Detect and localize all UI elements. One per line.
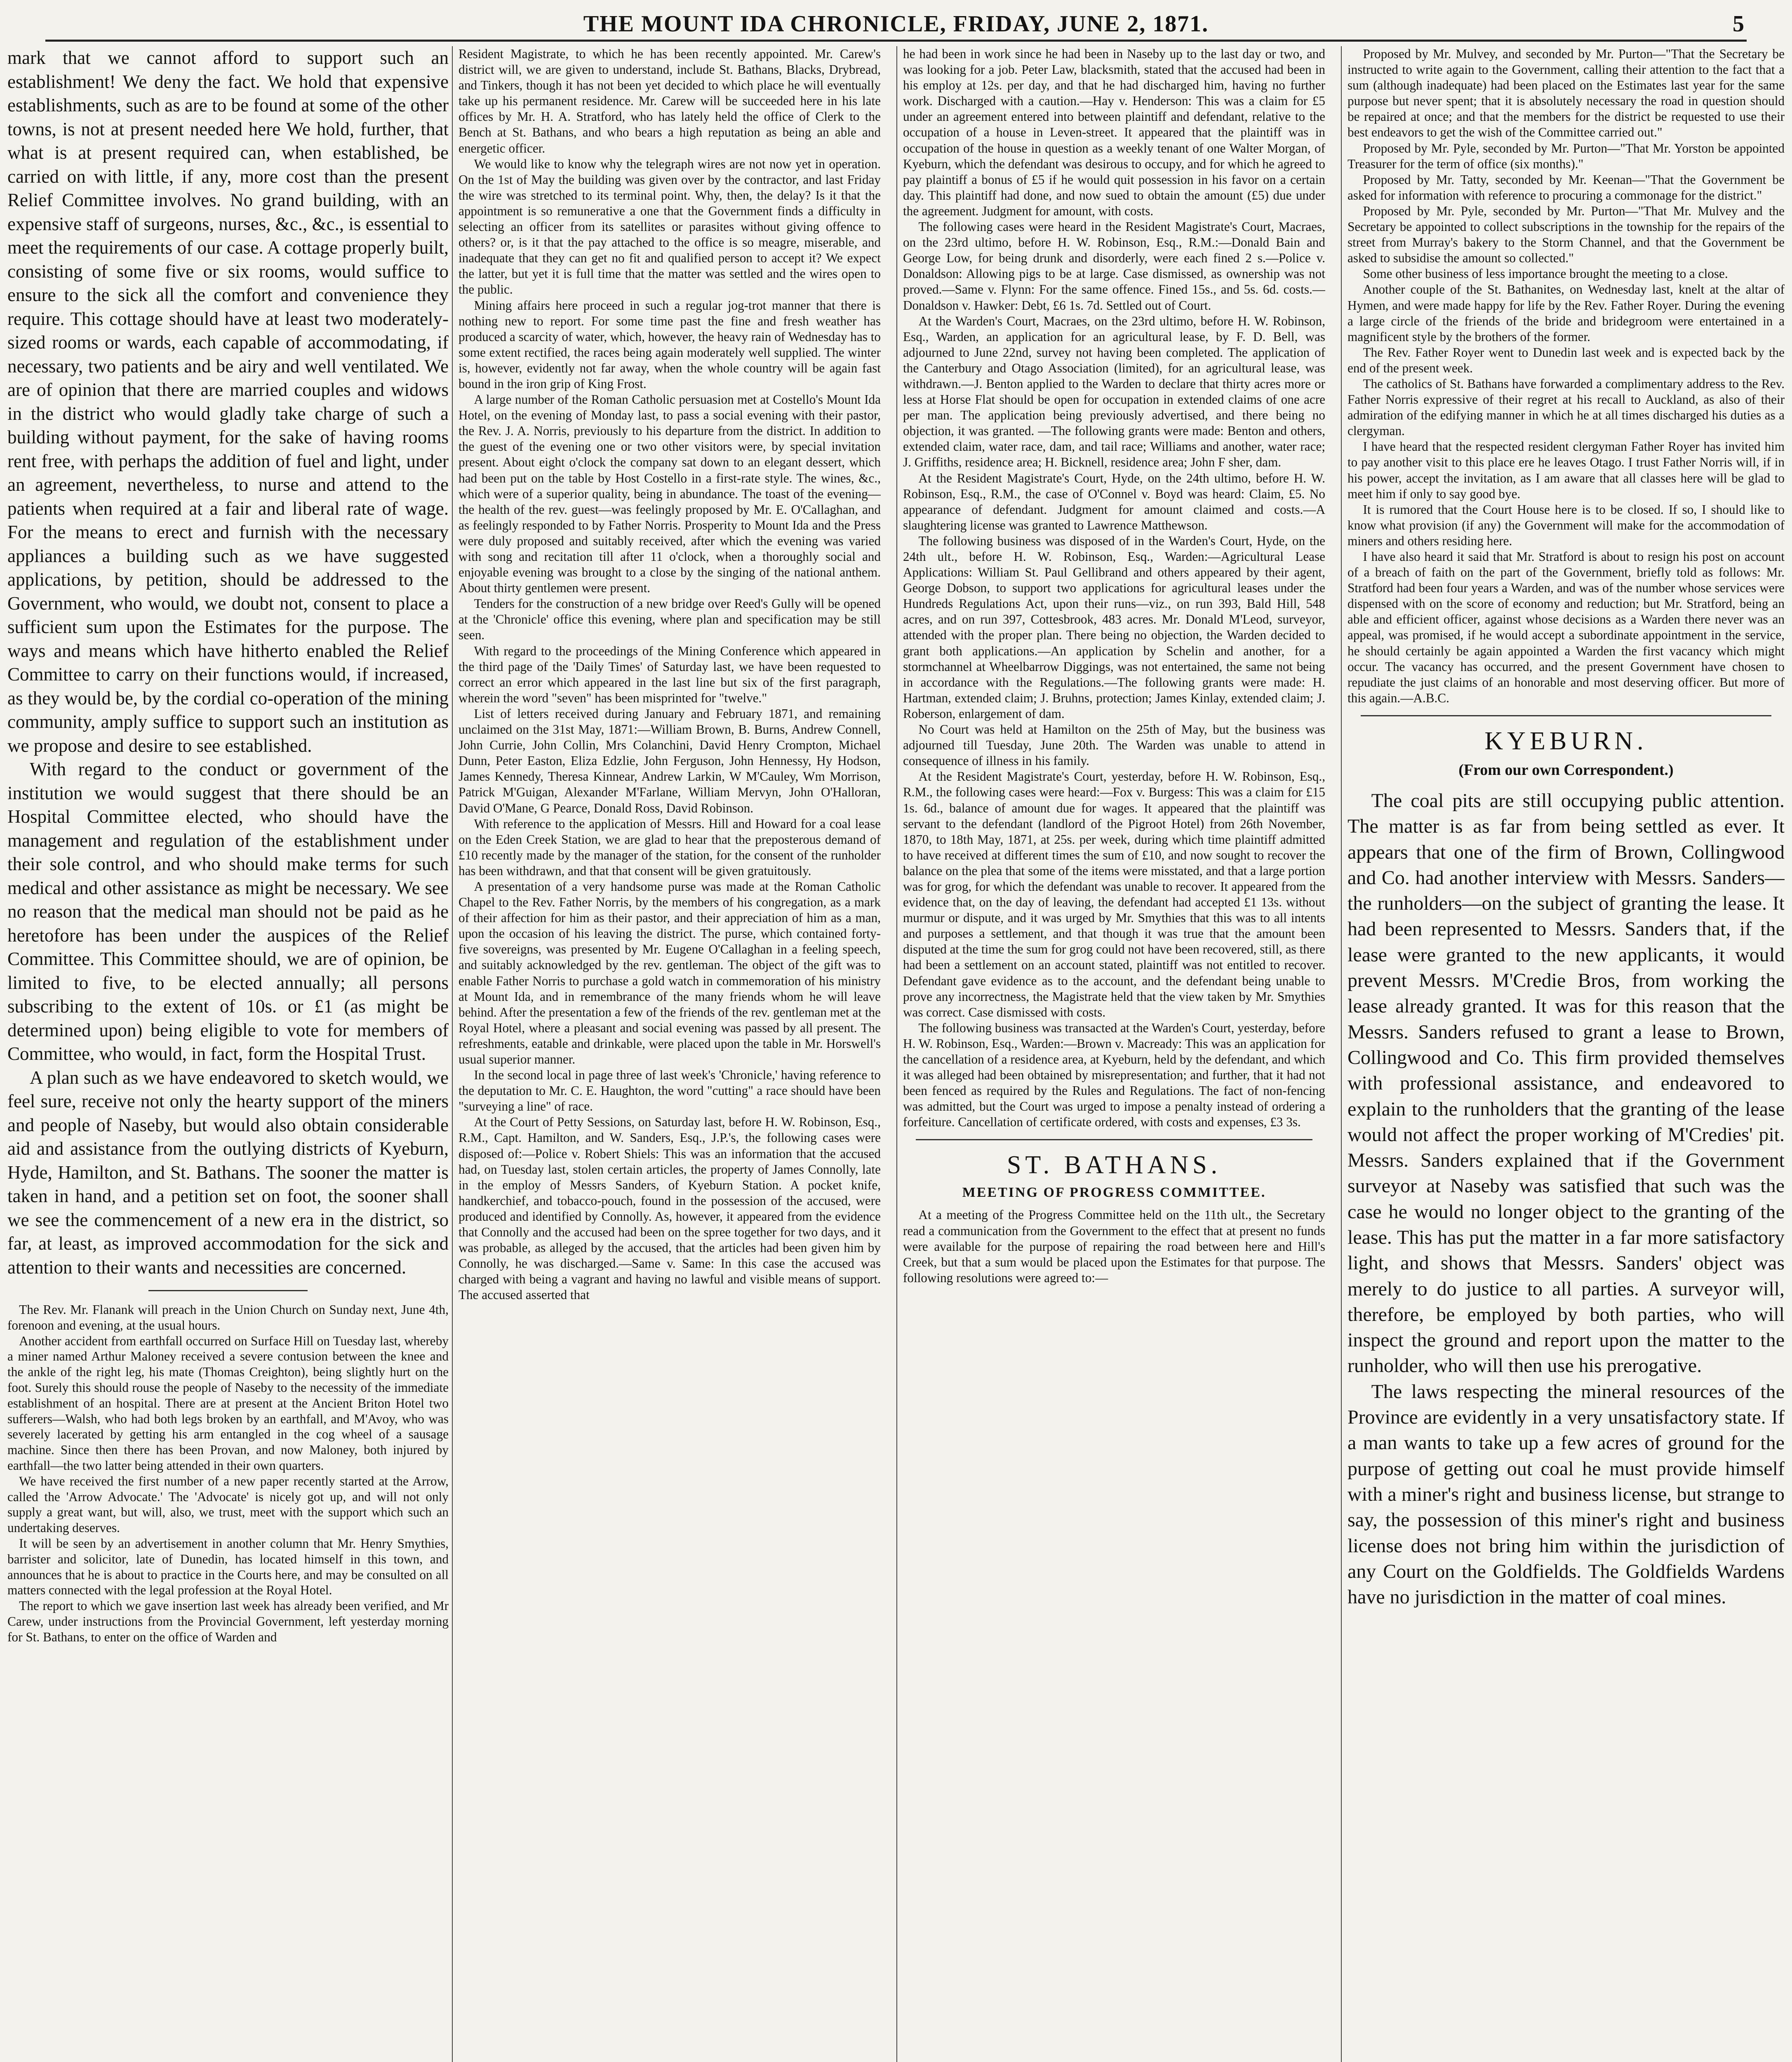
article-paragraph: Some other business of less importance brought the meeting to a close. xyxy=(1363,266,1728,281)
article-paragraph: With regard to the conduct or government of the institution we would suggest that there should be an Hospital Committee elected, who should have the management and regulation of the establishment under their sole control, and who should make terms for such medical and other assistance as might be necessary. We see no reason that the medical man should not be paid as he heretofore has been under the auspices of the Relief Committee. This Committee should, we are of opinion, be limited to five, to be elected annually; all persons subscribing to the extent of 10s. or £1 (as might be determined upon) being eligible to vote for members of Committee, who would, in fact, form the Hospital Trust. xyxy=(7,759,449,1064)
article-paragraph: It is rumored that the Court House here is to be closed. If so, I should like to know what provision (if any) the Government will make for the accommodation of miners and others residing here. xyxy=(1348,502,1785,548)
column-3 xyxy=(903,46,1325,2062)
article-paragraph: List of letters received during January and February 1871, and remaining unclaimed on the 31st May, 1871:—William Brown, B. Burns, Andrew Connell, John Currie, John Collin, Mrs Colanchini, David Henry Crompton, Michael Dunn, Peter Easton, Eliza Edzlie, John Ferguson, John Hennessy, Hy Hodson, James Kennedy, Theresa Kinnear, Andrew Larkin, W M'Cauley, Wm Morrison, Patrick M'Guigan, Alexander M'Farlane, William Mervyn, John O'Halloran, David O'Mane, G Pearce, Donald Ross, David Robinson. xyxy=(459,706,881,815)
section-divider xyxy=(148,1290,307,1291)
page-number: 5 xyxy=(1733,11,1744,37)
section-heading-st-bathans: ST. BATHANS. xyxy=(1007,1151,1222,1179)
article-paragraph: A presentation of a very handsome purse was made at the Roman Catholic Chapel to the Rev. Father Norris, by the members of his congregation, as a mark of their affection for him as their pastor, and their appreciation of him as a man, upon the occasion of his leaving the district. The purse, which contained forty-five sovereigns, was presented by Mr. Eugene O'Callaghan in a feeling speech, and suitably acknowledged by the rev. gentleman. The object of the gift was to enable Father Norris to purchase a gold watch in commemoration of his ministry at Mount Ida, and in remembrance of the many friends whom he will leave behind. After the presentation a few of the friends of the rev. gentleman met at the Royal Hotel, where a pleasant and social evening was passed by all present. The refreshments, eatable and drinkable, were placed upon the table in Mr. Horswell's usual superior manner. xyxy=(459,879,881,1066)
article-paragraph: At a meeting of the Progress Committee held on the 11th ult., the Secretary read a communication from the Government to the effect that at present no funds were available for the purpose of repairing the road between here and Hill's Creek, but that a sum would be placed upon the Estimates for that purpose. The following resolutions were agreed to:— xyxy=(903,1208,1325,1285)
column-2 xyxy=(459,46,881,2062)
notice-paragraph: We have received the first number of a new paper recently started at the Arrow, called the 'Arrow Advocate.' The 'Advocate' is nicely got up, and will not only supply a great want, but will, also, we trust, meet with the support which such an undertaking deserves. xyxy=(7,1474,449,1535)
column-rule xyxy=(896,46,897,2062)
article-paragraph: I have heard that the respected resident clergyman Father Royer has invited him to pay another visit to this place ere he leaves Otago. I trust Father Norris will, if in his power, accept the invitation, as I am aware that all classes here will be glad to meet him if only to say good bye. xyxy=(1348,439,1785,501)
article-paragraph: At the Resident Magistrate's Court, yesterday, before H. W. Robinson, Esq., R.M., the following cases were heard:—Fox v. Burgess: This was a claim for £15 1s. 6d., balance of amount due for wages. It appeared that the plaintiff was servant to the defendant (landlord of the Pigroot Hotel) from 26th November, 1870, to 18th May, 1871, at 25s. per week, during which time plaintiff admitted to have received at different times the sum of £10, and now sought to recover the balance on the plea that some of the items were misstated, and that a large portion was for grog, for which the defendant was unable to recover. It appeared from the evidence that, on the day of leaving, the defendant had accepted £1 13s. without murmur or dispute, and it was urged by Mr. Smythies that this was to all intents and purposes a settlement, and that though it was true that the amount been disputed at the time the sum for grog could not have been recovered, still, as there had been a settlement on an account stated, plaintiff was not entitled to recover. Defendant gave evidence as to the account, and the defendant being unable to prove any incorrectness, the Magistrate held that the view taken by Mr. Smythies was correct. Case dismissed with costs. xyxy=(903,769,1325,1019)
article-paragraph: With regard to the proceedings of the Mining Conference which appeared in the third page of the 'Daily Times' of Saturday last, we have been requested to correct an error which appeared in the last line but six of the first paragraph, wherein the word "seven" has been misprinted for "twelve." xyxy=(459,643,881,705)
section-heading-kyeburn: KYEBURN. xyxy=(1484,727,1648,755)
article-paragraph: The following cases were heard in the Resident Magistrate's Court, Macraes, on the 23rd ultimo, before H. W. Robinson, Esq., R.M.:—Donald Bain and George Low, for being drunk and disorderly, were each fined 2 s.—Police v. Donaldson: Allowing pigs to be at large. Case dismissed, as ownership was not proved.—Same v. Flynn: For the same offence. Fined 15s., and 5s. 6d. costs.—Donaldson v. Hawker: Debt, £6 1s. 7d. Settled out of Court. xyxy=(903,219,1325,313)
kyeburn-article xyxy=(1348,788,1785,1610)
article-paragraph: Proposed by Mr. Tatty, seconded by Mr. Keenan—"That the Government be asked for information with reference to procuring a commonage for the district." xyxy=(1348,172,1785,202)
column-rule xyxy=(1341,46,1342,2062)
article-paragraph: In the second local in page three of last week's 'Chronicle,' having reference to the deputation to Mr. C. E. Haughton, the word "cutting" a race should have been "surveying a line" of race. xyxy=(459,1068,881,1114)
article-paragraph: Proposed by Mr. Mulvey, and seconded by Mr. Purton—"That the Secretary be instructed to write again to the Government, calling their attention to the fact that a sum (although inadequate) had been placed on the Estimates last year for the same purpose but never spent; that it is absolutely necessary the road in question should be repaired at once; and that the members for the district be requested to use their best endeavors to get the wish of the Committee carried out." xyxy=(1348,47,1785,140)
article-paragraph: The following business was disposed of in the Warden's Court, Hyde, on the 24th ult., before H. W. Robinson, Esq., Warden:—Agricultural Lease Applications: William St. Paul Gellibrand and others appeared by their agent, George Dobson, to support two applications for agricultural leases under the Hundreds Regulations Act, upon their runs—viz., on run 393, Bald Hill, 548 acres, and on run 397, Cottesbrook, 483 acres. Mr. Donald M'Leod, surveyor, attended with the proper plan. There being no objection, the Warden decided to grant both applications.—An application by Schelin and another, for a stormchannel at Wheelbarrow Diggings, was not entertained, the same not being in accordance with the Regulations.—The following grants were made: H. Hartman, extended claim; J. Bruhns, protection; James Kinlay, extended claim; J. Roberson, enlargement of dam. xyxy=(903,533,1325,721)
section-divider xyxy=(1361,715,1771,716)
article-paragraph: The following business was transacted at the Warden's Court, yesterday, before H. W. Robinson, Esq., Warden:—Brown v. Macready: This was an application for the cancellation of a residence area, at Kyeburn, held by the defendant, and which it was alleged had been obtained by misrepresentation; and further, that it had not been fenced as required by the Rules and Regulations. The fact of non-fencing was admitted, but the Court was urged to impose a penalty instead of ordering a forfeiture. Cancellation of certificate ordered, with costs and expenses, £3 3s. xyxy=(903,1020,1325,1130)
notice-paragraph: It will be seen by an advertisement in another column that Mr. Henry Smythies, barrister and solicitor, late of Dunedin, has located himself in this town, and announces that he is about to practice in the Courts here, and may be consulted on all matters connected with the legal profession at the Royal Hotel. xyxy=(7,1536,449,1598)
article-paragraph: With reference to the application of Messrs. Hill and Howard for a coal lease on the Eden Creek Station, we are glad to hear that the preposterous demand of £10 recently made by the manager of the station, for the consent of the runholder has been withdrawn, and that that consent will be given gratuitously. xyxy=(459,816,881,878)
local-notices xyxy=(7,1302,449,1645)
section-subheading: MEETING OF PROGRESS COMMITTEE. xyxy=(962,1185,1266,1200)
article-paragraph: Proposed by Mr. Pyle, seconded by Mr. Purton—"That Mr. Yorston be appointed Treasurer for the term of office (six months)." xyxy=(1348,141,1785,171)
article-paragraph: Resident Magistrate, to which he has been recently appointed. Mr. Carew's district will, we are given to understand, include St. Bathans, Blacks, Drybread, and Tinkers, though it has not been yet decided to which place he will eventually take up his permanent residence. Mr. Carew will be succeeded here in his late offices by Mr. H. A. Stratford, who has lately held the office of Clerk to the Bench at St. Bathans, and who bears a high reputation as being an able and energetic officer. xyxy=(459,47,881,155)
section-divider xyxy=(916,1139,1313,1140)
column-rule xyxy=(452,46,453,2062)
article-paragraph: The Rev. Father Royer went to Dunedin last week and is expected back by the end of the present week. xyxy=(1348,345,1785,375)
article-paragraph: No Court was held at Hamilton on the 25th of May, but the business was adjourned till Tuesday, June 20th. The Warden was unable to attend in consequence of illness in his family. xyxy=(903,722,1325,768)
column-4 xyxy=(1348,46,1785,2062)
article-paragraph: mark that we cannot afford to support such an establishment! We deny the fact. We hold that expensive establishments, such as are to be found at some of the other towns, is not at present needed here We hold, further, that what is at present required can, when established, be carried on with little, if any, more cost than the present Relief Committee involves. No grand building, with an expensive staff of surgeons, nurses, &c., &c., is essential to meet the requirements of our case. A cottage properly built, consisting of some five or six rooms, would suffice to ensure to the sick all the comfort and convenience they require. This cottage should have at least two moderately-sized rooms or wards, each capable of accommodating, if necessary, two patients and be airy and well ventilated. We are of opinion that there are married couples and widows in the district who would gladly take charge of such a building without payment, for the sake of having rooms rent free, with perhaps the addition of fuel and light, under an agreement, nevertheless, to nurse and attend to the patients when required at a fair and liberal rate of wage. For the means to erect and furnish with the necessary appliances a building such as we have suggested applications, by petition, should be addressed to the Government, who would, we doubt not, consent to place a sufficient sum upon the Estimates for the purpose. The ways and means which have hitherto enabled the Relief Committee to carry on their functions would, if increased, as they would be, by the cordial co-operation of the mining community, amply suffice to support such an institution as we propose and desire to see established. xyxy=(7,47,449,756)
article-paragraph: Another couple of the St. Bathanites, on Wednesday last, knelt at the altar of Hymen, and were made happy for life by the Rev. Father Royer. During the evening a large circle of the friends of the bride and bridegroom were entertained in a magnificent style by the brothers of the former. xyxy=(1348,282,1785,344)
masthead-title: THE MOUNT IDA CHRONICLE, FRIDAY, JUNE 2, 1871. xyxy=(583,11,1209,37)
notice-paragraph: The Rev. Mr. Flanank will preach in the Union Church on Sunday next, June 4th, forenoon and evening, at the usual hours. xyxy=(7,1302,449,1332)
article-paragraph: A large number of the Roman Catholic persuasion met at Costello's Mount Ida Hotel, on the evening of Monday last, to pass a social evening with their pastor, the Rev. J. A. Norris, previously to his departure from the district. In addition to the guest of the evening one or two other visitors were, by special invitation present. About eight o'clock the company sat down to an elegant dessert, which had been put on the table by Host Costello in a first-rate style. The wines, &c., which were of a superior quality, being in abundance. The toast of the evening—the health of the rev. guest—was feelingly proposed by Mr. E. O'Callaghan, and as feelingly responded to by Father Norris. Prosperity to Mount Ida and the Press were duly proposed and suitably received, after which the evening was varied with song and recitation till after 11 o'clock, when a thoroughly social and enjoyable evening was brought to a close by the singing of the national anthem. About thirty gentlemen were present. xyxy=(459,392,881,596)
notice-paragraph: The report to which we gave insertion last week has already been verified, and Mr Carew, under instructions from the Provincial Government, left yesterday morning for St. Bathans, to enter on the office of Warden and xyxy=(7,1598,449,1644)
article-paragraph: The coal pits are still occupying public attention. The matter is as far from being settled as ever. It appears that one of the firm of Brown, Collingwood and Co. had another interview with Messrs. Sanders—the runholders—on the subject of granting the lease. It had been represented to Messrs. Sanders that, if the lease were granted to the new applicants, it would prevent Messrs. M'Credie Bros, from working the lease already granted. It was for this reason that the Messrs. Sanders refused to grant a lease to Brown, Collingwood and Co. This firm provided themselves with professional assistance, and endeavored to explain to the runholders that the granting of the lease would not affect the proper working of M'Credies' pit. Messrs. Sanders explained that if the Government surveyor at Naseby was satisfied that such was the case he would no longer object to the granting of the lease. This has put the matter in a far more satisfactory light, and shows that Messrs. Sanders' object was merely to do justice to all parties. A surveyor will, therefore, be employed by both parties, who will inspect the ground and report upon the matter to the runholder, who will then use his prerogative. xyxy=(1348,789,1785,1377)
article-paragraph: he had been in work since he had been in Naseby up to the last day or two, and was looking for a job. Peter Law, blacksmith, stated that the accused had been in his employ at 12s. per day, and that he had discharged him, having no further work. Discharged with a caution.—Hay v. Henderson: This was a claim for £5 under an agreement entered into between plaintiff and defendant, relative to the occupation of a house in Leven-street. It appeared that the plaintiff was in occupation of the house in question as a weekly tenant of one Walter Morgan, of Kyeburn, which the defendant was desirous to occupy, and for which he agreed to pay plaintiff a bonus of £5 if he would quit possession in his favor on a certain day. This plaintiff had done, and now sued to obtain the amount (£5) due under the agreement. Judgment for amount, with costs. xyxy=(903,47,1325,218)
article-paragraph: We would like to know why the telegraph wires are not now yet in operation. On the 1st of May the building was given over by the contractor, and last Friday the wire was stretched to its terminal point. Why, then, the delay? Is it that the appointment is so remunerative a one that the Government finds a difficulty in selecting an officer from its satellites or parasites without giving offence to others? or, is it that the pay attached to the office is so meagre, miserable, and inadequate that they can get no fit and qualified person to accept it? We expect the latter, but yet it is full time that the matter was settled and the wires open to the public. xyxy=(459,156,881,297)
article-paragraph: Tenders for the construction of a new bridge over Reed's Gully will be opened at the 'Chronicle' office this evening, where plan and specification may be still seen. xyxy=(459,596,881,643)
article-paragraph: At the Warden's Court, Macraes, on the 23rd ultimo, before H. W. Robinson, Esq., Warden, an application for an agricultural lease, by F. D. Bell, was adjourned to June 22nd, survey not having been completed. The application of the Canterbury and Otago Association (limited), for an agricultural lease, was withdrawn.—J. Benton applied to the Warden to declare that thirty acres more or less at Horse Flat should be open for occupation in extended claims of one acre per man. The application being previously advertised, and there being no objection, it was granted. —The following grants were made: Benton and others, extended claim, water race, dam, and tail race; Williams and another, water race; J. Griffiths, residence area; H. Bicknell, residence area; John F sher, dam. xyxy=(903,313,1325,470)
article-paragraph: A plan such as we have endeavored to sketch would, we feel sure, receive not only the hearty support of the miners and people of Naseby, but would also obtain considerable aid and assistance from the outlying districts of Kyeburn, Hyde, Hamilton, and St. Bathans. The sooner the matter is taken in hand, and a petition set on foot, the sooner shall we see the commencement of a new era in the district, so far, at least, as improved accommodation for the sick and attention to their wants and necessities are concerned. xyxy=(7,1067,449,1278)
article-paragraph: At the Resident Magistrate's Court, Hyde, on the 24th ultimo, before H. W. Robinson, Esq., R.M., the case of O'Connel v. Boyd was heard: Claim, £5. No appearance of defendant. Judgment for amount claimed and costs.—A slaughtering license was granted to Lawrence Matthewson. xyxy=(903,471,1325,532)
article-paragraph: The laws respecting the mineral resources of the Province are evidently in a very unsatisfactory state. If a man wants to take up a few acres of ground for the purpose of getting out coal he must provide himself with a miner's right and business license, but strange to say, the possession of this miner's right and business license does not bring him within the jurisdiction of any Court on the Goldfields. The Goldfields Wardens have no jurisdiction in the matter of coal mines. xyxy=(1348,1380,1785,1608)
article-paragraph: I have also heard it said that Mr. Stratford is about to resign his post on account of a breach of faith on the part of the Government, briefly told as follows: Mr. Stratford had been four years a Warden, and was of the number whose services were dispensed with on the score of economy and reduction; but Mr. Stratford, being an able and efficient officer, against whose decisions as a Warden there never was an appeal, was promised, if he would accept a subordinate appointment in the service, he should certainly be again appointed a Warden the first vacancy which might occur. The vacancy has occurred, and the present Government have chosen to repudiate the just claims of an honorable and most deserving officer. But more of this again.—A.B.C. xyxy=(1348,549,1785,705)
article-paragraph: At the Court of Petty Sessions, on Saturday last, before H. W. Robinson, Esq., R.M., Capt. Hamilton, and W. Sanders, Esq., J.P.'s, the following cases were disposed of:—Police v. Robert Shiels: This was an information that the accused had, on Tuesday last, stolen certain articles, the property of James Connolly, late in the employ of Messrs Sanders, of Kyeburn Station. A pocket knife, handkerchief, and tobacco-pouch, found in the possession of the accused, were produced and identified by Connolly. As, however, it appeared from the evidence that Connolly and the accused had been on the spree together for two days, and it was probable, as alleged by the accused, that the articles had been given him by Connolly, he was discharged.—Same v. Same: In this case the accused was charged with being a vagrant and having no lawful and visible means of support. The accused asserted that xyxy=(459,1115,881,1302)
article-paragraph: Mining affairs here proceed in such a regular jog-trot manner that there is nothing new to report. For some time past the fine and fresh weather has produced a scarcity of water, which, however, the heavy rain of Wednesday has to some extent rectified, the races being again moderately well supplied. The winter is, however, evidently not far away, when the whole country will be again fast bound in the iron grip of King Frost. xyxy=(459,298,881,391)
article-paragraph: Proposed by Mr. Pyle, seconded by Mr. Purton—"That Mr. Mulvey and the Secretary be appointed to collect subscriptions in the township for the repairs of the street from Murray's bakery to the Storm Channel, and that the Government be asked to subsidise the amount so collected." xyxy=(1348,203,1785,266)
masthead xyxy=(45,9,1747,42)
article-paragraph: The catholics of St. Bathans have forwarded a complimentary address to the Rev. Father Norris expressive of their regret at his recall to Auckland, as also of their admiration of the edifying manner in which he at all times discharged his duties as a clergyman. xyxy=(1348,376,1785,438)
correspondent-byline: (From our own Correspondent.) xyxy=(1458,761,1674,779)
notice-paragraph: Another accident from earthfall occurred on Surface Hill on Tuesday last, whereby a miner named Arthur Maloney received a severe contusion between the knee and the ankle of the right leg, his mate (Thomas Creighton), being slightly hurt on the foot. Surely this should rouse the people of Naseby to the necessity of the immediate establishment of an hospital. There are at present at the Ancient Briton Hotel two sufferers—Walsh, who had both legs broken by an earthfall, and M'Avoy, who was severely lacerated by getting his arm entangled in the cog wheel of a sausage machine. Since then there has been Provan, and now Maloney, both injured by earthfall—the two latter being attended in their own quarters. xyxy=(7,1333,449,1473)
column-1 xyxy=(7,46,449,2062)
